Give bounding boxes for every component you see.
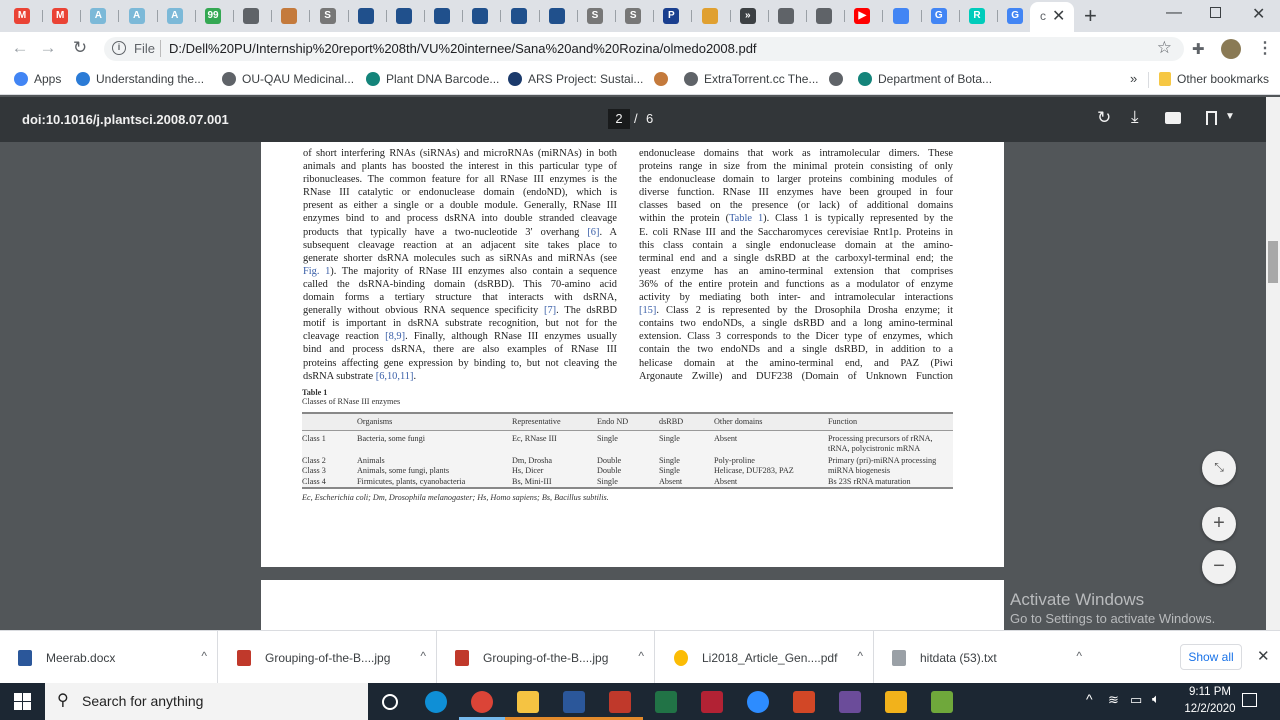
scheme-label: File	[134, 41, 155, 56]
bookmark-item[interactable]	[366, 72, 499, 86]
bookmark-label: Department of Bota...	[878, 72, 993, 86]
zoom-out-button[interactable]: −	[1202, 550, 1236, 584]
divider	[160, 40, 161, 57]
print-icon[interactable]	[1165, 112, 1181, 124]
download-filename: Grouping-of-the-B....jpg	[483, 650, 609, 665]
left-column	[303, 147, 617, 383]
table-cell: Animals, some fungi, plants	[357, 466, 450, 475]
bookmark-item[interactable]	[76, 72, 204, 86]
tab-separator	[42, 10, 43, 22]
image-viewer-icon[interactable]	[609, 691, 631, 713]
text-line: [15]. Class 2 is represented by the Drosophila Drosha enzyme; it	[639, 305, 953, 317]
text-line: contain the two endoNDs and a single dsRBD, in addition to a	[639, 344, 953, 356]
academia-icon[interactable]: A	[129, 8, 145, 24]
table-cell: Helicase, DUF283, PAZ	[714, 466, 794, 475]
tab-separator	[921, 10, 922, 22]
tab-separator	[118, 10, 119, 22]
bookmark-favicon-icon	[684, 72, 698, 86]
ncbi-icon[interactable]	[472, 8, 488, 24]
taskbar	[0, 683, 1280, 720]
tab-separator	[691, 10, 692, 22]
minimize-button[interactable]: —	[1166, 4, 1182, 21]
tab-separator	[157, 10, 158, 22]
pdf-page	[261, 142, 1004, 567]
ncbi-icon[interactable]	[358, 8, 374, 24]
folder-icon	[1159, 72, 1171, 86]
bookmark-item[interactable]	[508, 72, 643, 86]
table-cell: Ec, RNase III	[512, 433, 557, 443]
bookmark-favicon-icon	[222, 72, 236, 86]
tab-separator	[462, 10, 463, 22]
divider	[1148, 72, 1149, 88]
text-file-icon	[892, 650, 906, 666]
tab-separator	[195, 10, 196, 22]
tab-separator	[844, 10, 845, 22]
table-cell: Hs, Dicer	[512, 466, 544, 475]
download-filename: Grouping-of-the-B....jpg	[265, 650, 391, 665]
bookmark-label: Apps	[34, 72, 62, 86]
globe-icon[interactable]	[778, 8, 794, 24]
bookmark-label: ARS Project: Sustai...	[528, 72, 644, 86]
chevron-up-icon[interactable]: ^	[638, 649, 644, 663]
table-label: Table 1	[302, 388, 328, 397]
chevron-up-icon[interactable]: ^	[420, 649, 426, 663]
reference-link[interactable]: [15]	[639, 305, 657, 317]
tab-strip	[0, 0, 1280, 32]
text-line: present as either a single or a double module. Generally, RNase III	[303, 200, 617, 212]
table-header-cell: Organisms	[357, 417, 393, 426]
tab-separator	[500, 10, 501, 22]
download-filename: hitdata (53).txt	[920, 650, 997, 665]
close-window-button[interactable]: ✕	[1252, 6, 1266, 23]
dots-app-icon[interactable]	[702, 8, 718, 24]
table-cell: miRNA biogenesis	[828, 466, 891, 475]
address-bar[interactable]	[104, 37, 1184, 61]
text-line: yeast enzyme has an amino-terminal extension that comprises	[639, 265, 953, 277]
tab-separator	[653, 10, 654, 22]
table-cell: Absent	[714, 476, 738, 486]
table-cell: Single	[659, 455, 680, 465]
edge-icon[interactable]	[425, 691, 447, 713]
pdf-toolbar	[0, 97, 1280, 142]
academia-icon[interactable]: A	[167, 8, 183, 24]
bookmarks-bar	[0, 65, 1280, 95]
chevron-down-icon[interactable]: ▼	[1225, 111, 1235, 122]
tab-separator	[539, 10, 540, 22]
reference-link[interactable]: [8,9]	[385, 331, 406, 343]
bookmark-item[interactable]	[684, 72, 819, 86]
youtube-icon[interactable]: ▶	[854, 8, 870, 24]
text-line: contains two endoNDs, a single dsRBD and a long amino-terminal	[639, 318, 953, 330]
table-row	[302, 434, 953, 445]
new-tab-button[interactable]: +	[1084, 3, 1097, 28]
text-line: enzymes bind to and process dsRNA into double stranded cleavage	[303, 213, 617, 225]
table-cell: tRNA, polycistronic mRNA	[828, 444, 921, 453]
text-line: activity by mediating both inter- and intramolecular interactions	[639, 292, 953, 304]
bookmark-favicon-icon	[76, 72, 90, 86]
tab-separator	[271, 10, 272, 22]
bookmark-favicon-icon	[366, 72, 380, 86]
chrome-icon[interactable]	[471, 691, 493, 713]
table-cell: Single	[597, 476, 618, 486]
fit-page-button[interactable]: ⤡	[1202, 451, 1236, 485]
winrar-icon[interactable]	[839, 691, 861, 713]
close-tab-icon[interactable]: ✕	[1052, 8, 1066, 25]
table-cell: Double	[597, 466, 622, 475]
battery-icon[interactable]: ▭	[1130, 692, 1143, 707]
table-1	[302, 388, 953, 502]
activate-windows-title: Activate Windows	[1010, 590, 1145, 609]
bookmark-star-icon[interactable]: ☆	[1156, 38, 1172, 57]
clock-time[interactable]: 9:11 PM	[1189, 686, 1231, 698]
globe-icon[interactable]	[816, 8, 832, 24]
table-row	[302, 477, 953, 488]
bookmark-favicon-icon	[829, 72, 843, 86]
text-line: Fig. 1). The majority of RNase III enzymes also contain a sequence	[303, 265, 617, 277]
notifications-icon[interactable]	[1242, 693, 1257, 707]
table-row	[302, 456, 953, 467]
text-line: the endonuclease domain to larger proteins combining modules of	[639, 174, 953, 186]
text-line: helicase domain at the amino-terminal end, and PAZ (Piwi	[639, 357, 953, 369]
bookmark-icon[interactable]	[1206, 111, 1217, 125]
chevron-up-icon[interactable]: ^	[1076, 649, 1082, 663]
text-line: dsRNA substrate [6,10,11].	[303, 370, 417, 382]
reference-link[interactable]: [6,10,11]	[375, 370, 414, 382]
table-cell: Absent	[659, 476, 683, 486]
tab-separator	[615, 10, 616, 22]
reload-button[interactable]: ↻	[72, 38, 88, 57]
file-explorer-icon[interactable]	[517, 691, 539, 713]
forward-button[interactable]: →	[39, 38, 57, 57]
text-line: cleavage reaction [8,9]. Finally, although RNase III enzymes usually	[303, 331, 617, 343]
table-cell: Primary (pri)-miRNA processing	[828, 455, 937, 465]
table-header-cell: Endo ND	[597, 417, 629, 426]
google-icon[interactable]: G	[1007, 8, 1023, 24]
image-file-icon	[237, 650, 251, 666]
active-tab[interactable]	[1030, 2, 1074, 32]
table-row	[302, 466, 953, 477]
excel-icon[interactable]	[655, 691, 677, 713]
tab-separator	[577, 10, 578, 22]
right-column	[639, 147, 953, 383]
text-line: this class contain a single endonuclease domain at the amino-	[639, 239, 953, 251]
table-cell: Single	[659, 433, 680, 443]
notepad-icon[interactable]	[931, 691, 953, 713]
tab-separator	[233, 10, 234, 22]
table-cell: Firmicutes, plants, cyanobacteria	[357, 476, 466, 486]
word-icon[interactable]	[563, 691, 585, 713]
text-line: of short interfering RNAs (siRNAs) and microRNAs (miRNAs) in both	[303, 148, 617, 159]
tab-separator	[730, 10, 731, 22]
info-icon[interactable]: i	[112, 41, 126, 55]
search-box[interactable]	[45, 683, 368, 720]
text-line: bind and process dsRNA, there are also examples of RNase III	[303, 344, 617, 356]
dna-icon[interactable]: S	[320, 8, 336, 24]
table-cell: Class 1	[302, 433, 326, 443]
pdf-title: doi:10.1016/j.plantsci.2008.07.001	[22, 112, 229, 127]
table-header-cell: Other domains	[714, 417, 763, 426]
bookmark-label: Plant DNA Barcode...	[386, 72, 500, 86]
text-line: motif is important in dsRNA substrate recognition, but not for the	[303, 318, 617, 330]
arrow-app-icon[interactable]: »	[740, 8, 756, 24]
pfam-icon[interactable]: P	[663, 8, 679, 24]
bookmark-label: Understanding the...	[96, 72, 205, 86]
reference-link[interactable]: Fig. 1	[303, 265, 331, 277]
tab-separator	[882, 10, 883, 22]
table-cell: Class 3	[302, 466, 326, 475]
table-cell: Class 4	[302, 476, 326, 486]
word-file-icon	[18, 650, 32, 666]
ncbi-icon[interactable]	[434, 8, 450, 24]
url-text[interactable]: D:/Dell%20PU/Internship%20report%208th/VU%20internee/Sana%20and%20Rozina/olmedo2008.pdf	[169, 41, 757, 56]
download-icon[interactable]: ⤓	[1131, 107, 1139, 126]
bookmark-item[interactable]	[14, 72, 61, 86]
download-item[interactable]	[656, 631, 874, 684]
table-cell: Single	[597, 433, 618, 443]
show-all-button[interactable]: Show all	[1180, 644, 1242, 670]
download-item[interactable]	[437, 631, 655, 684]
image-file-icon	[455, 650, 469, 666]
reference-link[interactable]: Table 1	[729, 213, 764, 225]
downloads-bar	[0, 630, 1280, 683]
other-bookmarks-label: Other bookmarks	[1177, 72, 1270, 86]
text-line: generate shorter dsRNA molecules such as siRNAs and miRNAs (see	[303, 252, 617, 264]
menu-icon[interactable]: ⋮	[1257, 40, 1273, 57]
pdf-page	[261, 580, 1004, 630]
text-line: subsequent cleavage reaction at an adjacent site takes place to	[303, 239, 617, 251]
download-item[interactable]	[874, 631, 1092, 684]
volume-icon[interactable]: 🔈︎	[1152, 691, 1160, 706]
tab-separator	[80, 10, 81, 22]
table-header	[302, 417, 953, 428]
powerpoint-icon[interactable]	[793, 691, 815, 713]
text-line: domain forms a tertiary structure that interacts with dsRNA,	[303, 292, 617, 304]
text-line: called the dsRNA-binding domain (dsRBD). This 70-amino acid	[303, 278, 617, 290]
table-header-cell: Function	[828, 417, 858, 426]
table-row	[302, 444, 953, 455]
bookmarks-overflow-button[interactable]: »	[1130, 71, 1138, 86]
close-downloads-button[interactable]: ✕	[1257, 648, 1270, 665]
text-line: animals and plants has boosted the interest in this particular type of	[303, 161, 617, 173]
download-item[interactable]	[0, 631, 218, 684]
table-cell: Bs, Mini-III	[512, 476, 552, 486]
zoom-icon[interactable]	[747, 691, 769, 713]
download-item[interactable]	[219, 631, 437, 684]
table-header-cell: Representative	[512, 417, 561, 426]
search-icon: ⚲	[57, 692, 69, 709]
bookmark-favicon-icon	[14, 72, 28, 86]
bookmark-item[interactable]	[654, 72, 668, 86]
bookmark-label: ExtraTorrent.cc The...	[704, 72, 819, 86]
zoom-in-button[interactable]: +	[1202, 507, 1236, 541]
text-line: classes based on the presence (or lack) of additional domains	[639, 200, 953, 212]
text-line: proteins range in size from the minimal protein consisting of only	[639, 161, 953, 173]
xmind-icon[interactable]	[701, 691, 723, 713]
bookmark-item[interactable]	[858, 72, 992, 86]
active-tab-label: c	[1040, 9, 1046, 23]
table-cell: Absent	[714, 433, 738, 443]
ncbi-icon[interactable]	[396, 8, 412, 24]
table-cell: Double	[597, 455, 622, 465]
back-button[interactable]: ←	[11, 38, 29, 57]
bookmark-favicon-icon	[858, 72, 872, 86]
shield-app-icon[interactable]	[893, 8, 909, 24]
text-line: RNase III catalytic or endonuclease domain (endoND), which is	[303, 187, 617, 199]
bookmark-item[interactable]	[829, 72, 843, 86]
notification-99-icon[interactable]: 99	[205, 8, 221, 24]
total-pages: 6	[646, 111, 654, 126]
text-line: generally without obvious RNA sequence specificity [7]. The dsRBD	[303, 305, 617, 317]
tab-separator	[424, 10, 425, 22]
text-line: extension. Class 3 corresponds to the Dicer type of enzymes, which	[639, 331, 953, 343]
maximize-button[interactable]	[1210, 7, 1221, 18]
text-line: products that typically have a two-nucleotide 3′ overhang [6]. A	[303, 226, 617, 238]
chevron-up-icon[interactable]: ^	[857, 649, 863, 663]
ncbi-icon[interactable]	[511, 8, 527, 24]
text-line: diverse function. RNase III enzymes have been grouped in four	[639, 187, 953, 199]
text-line: endonuclease domains that work as intramolecular dimers. These	[639, 148, 953, 159]
text-line: Argonaute Zwille) and DUF238 (Domain of Unknown Function	[639, 370, 953, 382]
google-icon[interactable]: G	[931, 8, 947, 24]
search-placeholder: Search for anything	[82, 693, 204, 709]
colorful-app-icon[interactable]	[281, 8, 297, 24]
dna-icon[interactable]: S	[625, 8, 641, 24]
bookmark-favicon-icon	[654, 72, 668, 86]
rotate-icon[interactable]: ↻	[1097, 108, 1112, 127]
tab-separator	[386, 10, 387, 22]
show-hidden-icons[interactable]: ^	[1086, 691, 1093, 707]
wifi-icon[interactable]: ≋	[1108, 692, 1119, 707]
text-line: E. coli RNase III and the Saccharomyces cerevisiae Rnt1p. Proteins in	[639, 226, 953, 238]
tab-separator	[806, 10, 807, 22]
table-caption: Classes of RNase III enzymes	[302, 397, 401, 406]
bookmark-item[interactable]	[222, 72, 354, 86]
dna-icon[interactable]: S	[587, 8, 603, 24]
page-separator: /	[634, 111, 638, 126]
table-cell: Dm, Drosha	[512, 455, 553, 465]
tab-separator	[959, 10, 960, 22]
start-button[interactable]	[14, 693, 31, 710]
gmail-icon[interactable]: M	[52, 8, 68, 24]
table-cell: Bs 23S rRNA maturation	[828, 476, 911, 486]
gmail-icon[interactable]: M	[14, 8, 30, 24]
chevron-up-icon[interactable]: ^	[201, 649, 207, 663]
extensions-icon[interactable]: ✚	[1192, 41, 1205, 58]
table-footnote: Ec, Escherichia coli; Dm, Drosophila melanogaster; Hs, Homo sapiens; Bs, Bacillus subtilis.	[302, 493, 609, 502]
table-header-cell: dsRBD	[659, 417, 684, 426]
table-cell: Bacteria, some fungi	[357, 433, 425, 443]
download-filename: Li2018_Article_Gen....pdf	[702, 650, 838, 665]
profile-avatar[interactable]	[1221, 39, 1241, 59]
tab-separator	[309, 10, 310, 22]
chrome-icon	[674, 650, 688, 666]
cortana-icon[interactable]	[382, 694, 398, 710]
clock-date[interactable]: 12/2/2020	[1184, 703, 1236, 715]
other-bookmarks[interactable]	[1159, 72, 1269, 86]
table-cell: Processing precursors of rRNA,	[828, 433, 933, 443]
table-cell: Animals	[357, 455, 385, 465]
page-number-input[interactable]: 2	[608, 109, 630, 129]
tab-separator	[997, 10, 998, 22]
table-cell: Class 2	[302, 455, 326, 465]
table-cell: Poly-proline	[714, 455, 755, 465]
text-line: proteins affecting gene expression by binding to, but not cleaving the	[303, 357, 617, 369]
reference-link[interactable]: [6]	[587, 226, 600, 238]
text-line: ribonucleases. The common feature for all RNase III enzymes is the	[303, 174, 617, 186]
table-cell: Single	[659, 466, 680, 475]
download-filename: Meerab.docx	[46, 650, 116, 665]
researchgate-icon[interactable]: R	[969, 8, 985, 24]
bookmark-label: OU-QAU Medicinal...	[242, 72, 355, 86]
academia-icon[interactable]: A	[90, 8, 106, 24]
tab-separator	[348, 10, 349, 22]
scrollbar[interactable]	[1266, 97, 1280, 630]
ncbi-icon[interactable]	[549, 8, 565, 24]
globe-icon[interactable]	[243, 8, 259, 24]
tab-separator	[768, 10, 769, 22]
reference-link[interactable]: [7]	[544, 305, 557, 317]
text-line: within the protein (Table 1). Class 1 is typically represented by the	[639, 213, 953, 225]
sim-app-icon[interactable]	[885, 691, 907, 713]
text-line: terminal end and a single dsRBD at the carboxyl-terminal end; the	[639, 252, 953, 264]
scrollbar-thumb[interactable]	[1268, 241, 1278, 283]
text-line: 36% of the entire protein and functions as a modulator of enzyme	[639, 278, 953, 290]
bookmark-favicon-icon	[508, 72, 522, 86]
activate-windows-subtitle: Go to Settings to activate Windows.	[1010, 611, 1216, 626]
